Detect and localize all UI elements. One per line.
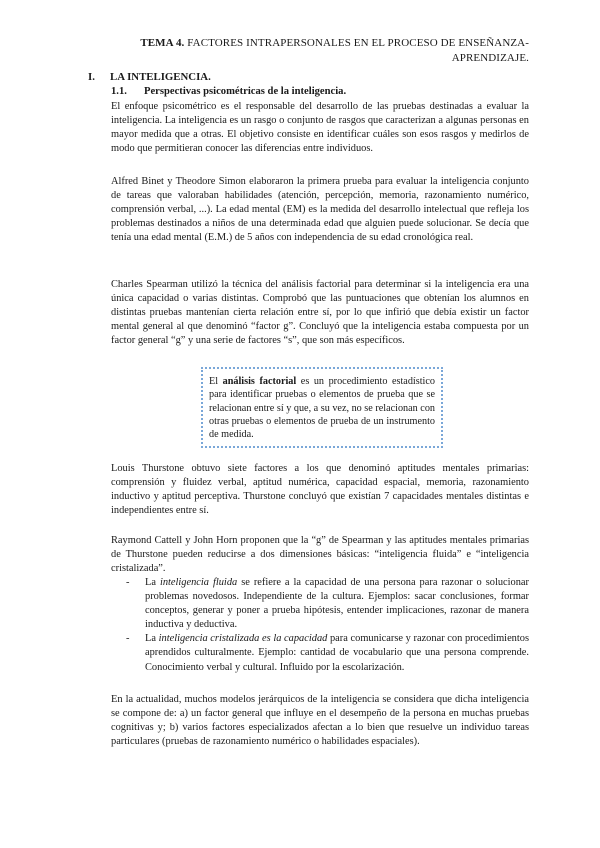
factor-analysis-callout-box	[201, 367, 443, 448]
title-topic-number: TEMA 4.	[140, 37, 185, 49]
intelligence-types-list	[111, 576, 529, 675]
list-item-prefix: La	[145, 577, 160, 588]
subsection-title: Perspectivas psicométricas de la inteligencia.	[144, 86, 347, 97]
section-title: LA INTELIGENCIA.	[110, 71, 211, 83]
callout-lead: El	[209, 376, 223, 387]
list-item-emphasis: inteligencia cristalizada es la capacidad	[158, 633, 328, 645]
list-item-text: para comunicarse y razonar con procedimientos aprendidos culturalmente. Ejemplo: cantidad de vocabulario que una persona comprende. Conocimiento verbal y cultural. Influido por la escolarización.	[145, 633, 529, 673]
paragraph-text: En la actualidad, muchos modelos jerárquicos de la inteligencia se considera que dicha inteligencia se compone de: a) un factor general que influye en el desempeño de la persona en muchas pruebas cognitivas y; b) varios factores especializados afectan a lo bien que resuelve un individuo tareas particulares (pruebas de razonamiento numérico o habilidades espaciales).	[111, 694, 529, 748]
paragraph-text: Louis Thurstone obtuvo siete factores a los que denominó aptitudes mentales primarias: comprensión y fluidez verbal, aptitud numérica, capacidad espacial, memoria, razonamiento inductivo y aptitud perceptiva. Thurstone concluyó que existían 7 capacidades mentales distintas e independientes entre sí.	[111, 463, 529, 517]
paragraph-text: Charles Spearman utilizó la técnica del análisis factorial para determinar si la inteligencia era una única capacidad o varias distintas. Comprobó que las puntuaciones que obtenían los alumnos en distintas pruebas mantenían cierta relación entre sí, por lo que infirió que debía existir un factor mental general al que denominó “factor g”. Concluyó que la inteligencia estaba compuesta por un factor general “g” y una serie de factores “s”, que son más específicos.	[111, 279, 529, 347]
subsection-number: 1.1.	[111, 86, 127, 97]
paragraph-hierarchical-models	[111, 693, 529, 749]
paragraph-text: El enfoque psicométrico es el responsable del desarrollo de las pruebas destinadas a evaluar la inteligencia. La inteligencia es un rasgo o conjunto de rasgos que caracterizan a algunas personas en mayor medida que a otras. El objetivo consiste en identificar cuáles son esos rasgos y medirlos de modo que permitieran conocer las diferencias entre individuos.	[111, 101, 529, 155]
paragraph-spearman	[111, 278, 529, 348]
paragraph-thurstone	[111, 462, 529, 518]
paragraph-text: Raymond Cattell y John Horn proponen que la “g” de Spearman y las aptitudes mentales primarias de Thurstone pueden reducirse a dos dimensiones básicas: “inteligencia fluida” e “inteligencia cristalizada”.	[111, 535, 529, 575]
paragraph-text: Alfred Binet y Theodore Simon elaboraron la primera prueba para evaluar la inteligencia conjunto de tareas que valoraban habilidades (atención, percepción, memoria, razonamiento numérico, comprensión verbal, ...). La edad mental (EM) es la medida del desarrollo intelectual que refleja los problemas destinados a niños de una determinada edad que alguien puede solucionar. Se decía que tenía una edad mental (E.M.) de 5 años con independencia de su edad cronológica real.	[111, 176, 529, 244]
list-item-text: se refiere a la capacidad de una persona para razonar o solucionar problemas novedosos. Independiente de la cultura. Ejemplos: sacar conclusiones, formar conceptos, generar y poner a prueba hipótesis, entender implicaciones, razonar de manera inductiva y deductiva.	[145, 577, 529, 631]
paragraph-binet-simon	[111, 175, 529, 245]
callout-term: análisis factorial	[222, 376, 297, 387]
subsection-heading	[111, 85, 346, 99]
paragraph-psychometric-approach	[111, 100, 529, 156]
document-title	[129, 36, 529, 66]
dash-marker: -	[126, 577, 130, 588]
list-item-crystallized-intelligence	[111, 632, 529, 674]
list-item-emphasis: inteligencia fluida	[159, 577, 238, 588]
dash-marker: -	[126, 633, 130, 645]
title-topic-name: FACTORES INTRAPERSONALES EN EL PROCESO DE ENSEÑANZA-APRENDIZAJE.	[184, 37, 529, 64]
list-item-fluid-intelligence	[111, 576, 529, 632]
list-item-prefix: La	[145, 633, 159, 645]
section-heading	[88, 70, 211, 84]
paragraph-cattell-horn	[111, 534, 529, 576]
callout-text: es un procedimiento estadístico para identificar pruebas o elementos de prueba que se relacionan entre sí y que, a su vez, no se relacionan con otras pruebas o elementos de prueba de un instrumento de medida.	[209, 376, 436, 441]
section-number: I.	[88, 71, 95, 83]
